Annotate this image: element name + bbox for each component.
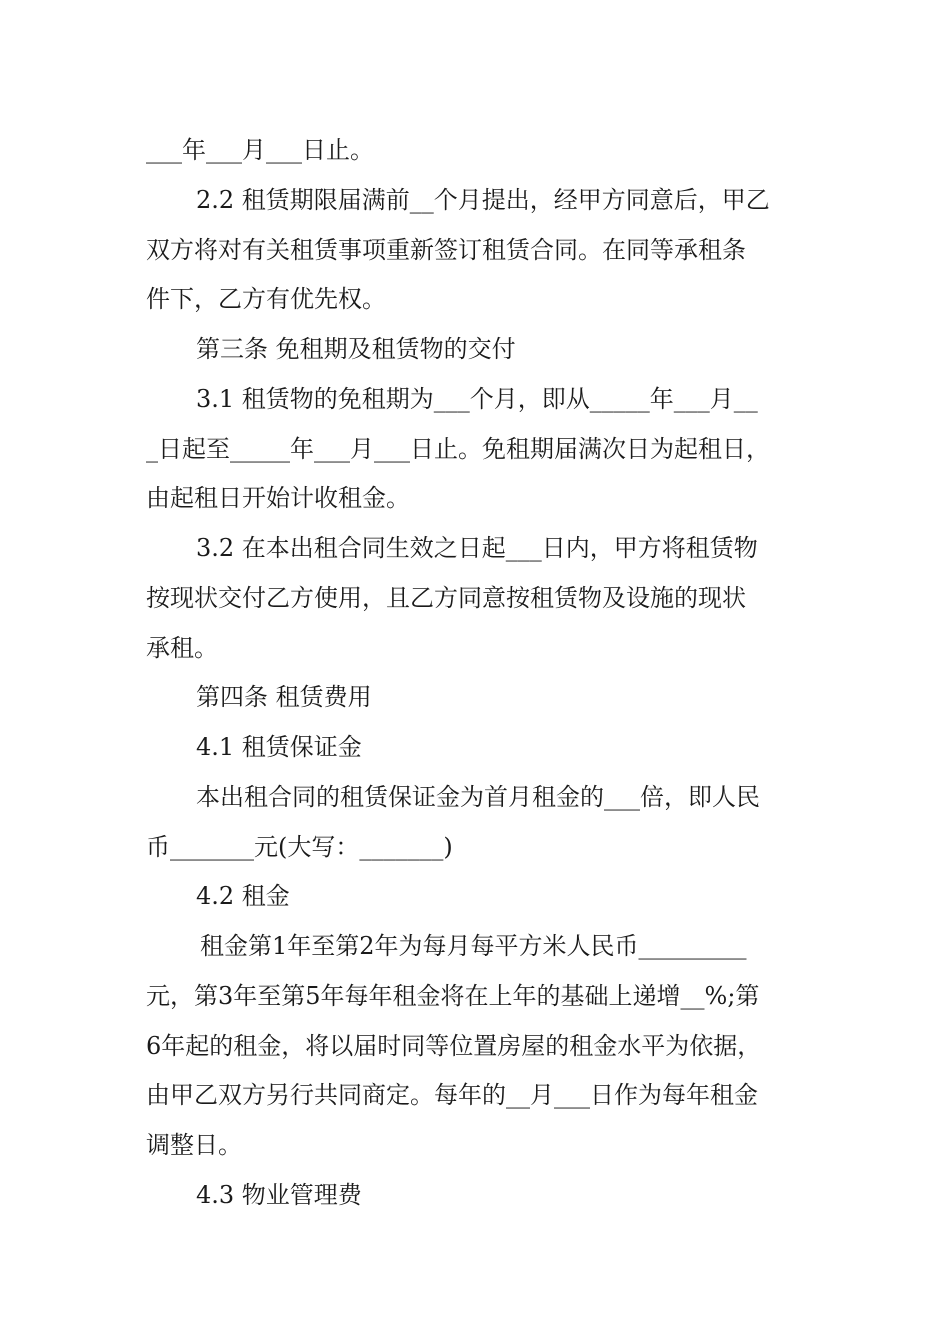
clause-3-2: 3.2 在本出租合同生效之日起___日内，甲方将租赁物 bbox=[196, 534, 758, 562]
text-line: _日起至_____年___月___日止。免租期届满次日为起租日， bbox=[146, 435, 770, 463]
clause-2-2: 2.2 租赁期限届满前__个月提出，经甲方同意后，甲乙 bbox=[196, 186, 770, 214]
text-line: 承租。 bbox=[146, 634, 218, 662]
text-line: 由甲乙双方另行共同商定。每年的__月___日作为每年租金 bbox=[146, 1081, 758, 1109]
text-line: 双方将对有关租赁事项重新签订租赁合同。在同等承租条 bbox=[146, 236, 746, 264]
text-line: ___年___月___日止。 bbox=[146, 136, 374, 164]
text-line: 由起租日开始计收租金。 bbox=[146, 484, 410, 512]
article-3-heading: 第三条 免租期及租赁物的交付 bbox=[196, 335, 516, 363]
text-line: 6年起的租金，将以届时同等位置房屋的租金水平为依据， bbox=[146, 1032, 762, 1060]
clause-3-1: 3.1 租赁物的免租期为___个月，即从_____年___月__ bbox=[196, 385, 758, 413]
text-line: 币_______元(大写：_______) bbox=[146, 833, 453, 861]
article-4-heading: 第四条 租赁费用 bbox=[196, 683, 372, 711]
clause-4-2-heading: 4.2 租金 bbox=[196, 882, 290, 910]
deposit-text: 本出租合同的租赁保证金为首月租金的___倍，即人民 bbox=[196, 783, 760, 811]
text-line: 元，第3年至第5年每年租金将在上年的基础上递增__%;第 bbox=[146, 982, 760, 1010]
text-line: 调整日。 bbox=[146, 1131, 242, 1159]
text-line: 按现状交付乙方使用，且乙方同意按租赁物及设施的现状 bbox=[146, 584, 746, 612]
rent-text: 租金第1年至第2年为每月每平方米人民币_________ bbox=[200, 932, 747, 960]
text-line: 件下，乙方有优先权。 bbox=[146, 285, 386, 313]
clause-4-3-heading: 4.3 物业管理费 bbox=[196, 1181, 362, 1209]
clause-4-1-heading: 4.1 租赁保证金 bbox=[196, 733, 362, 761]
